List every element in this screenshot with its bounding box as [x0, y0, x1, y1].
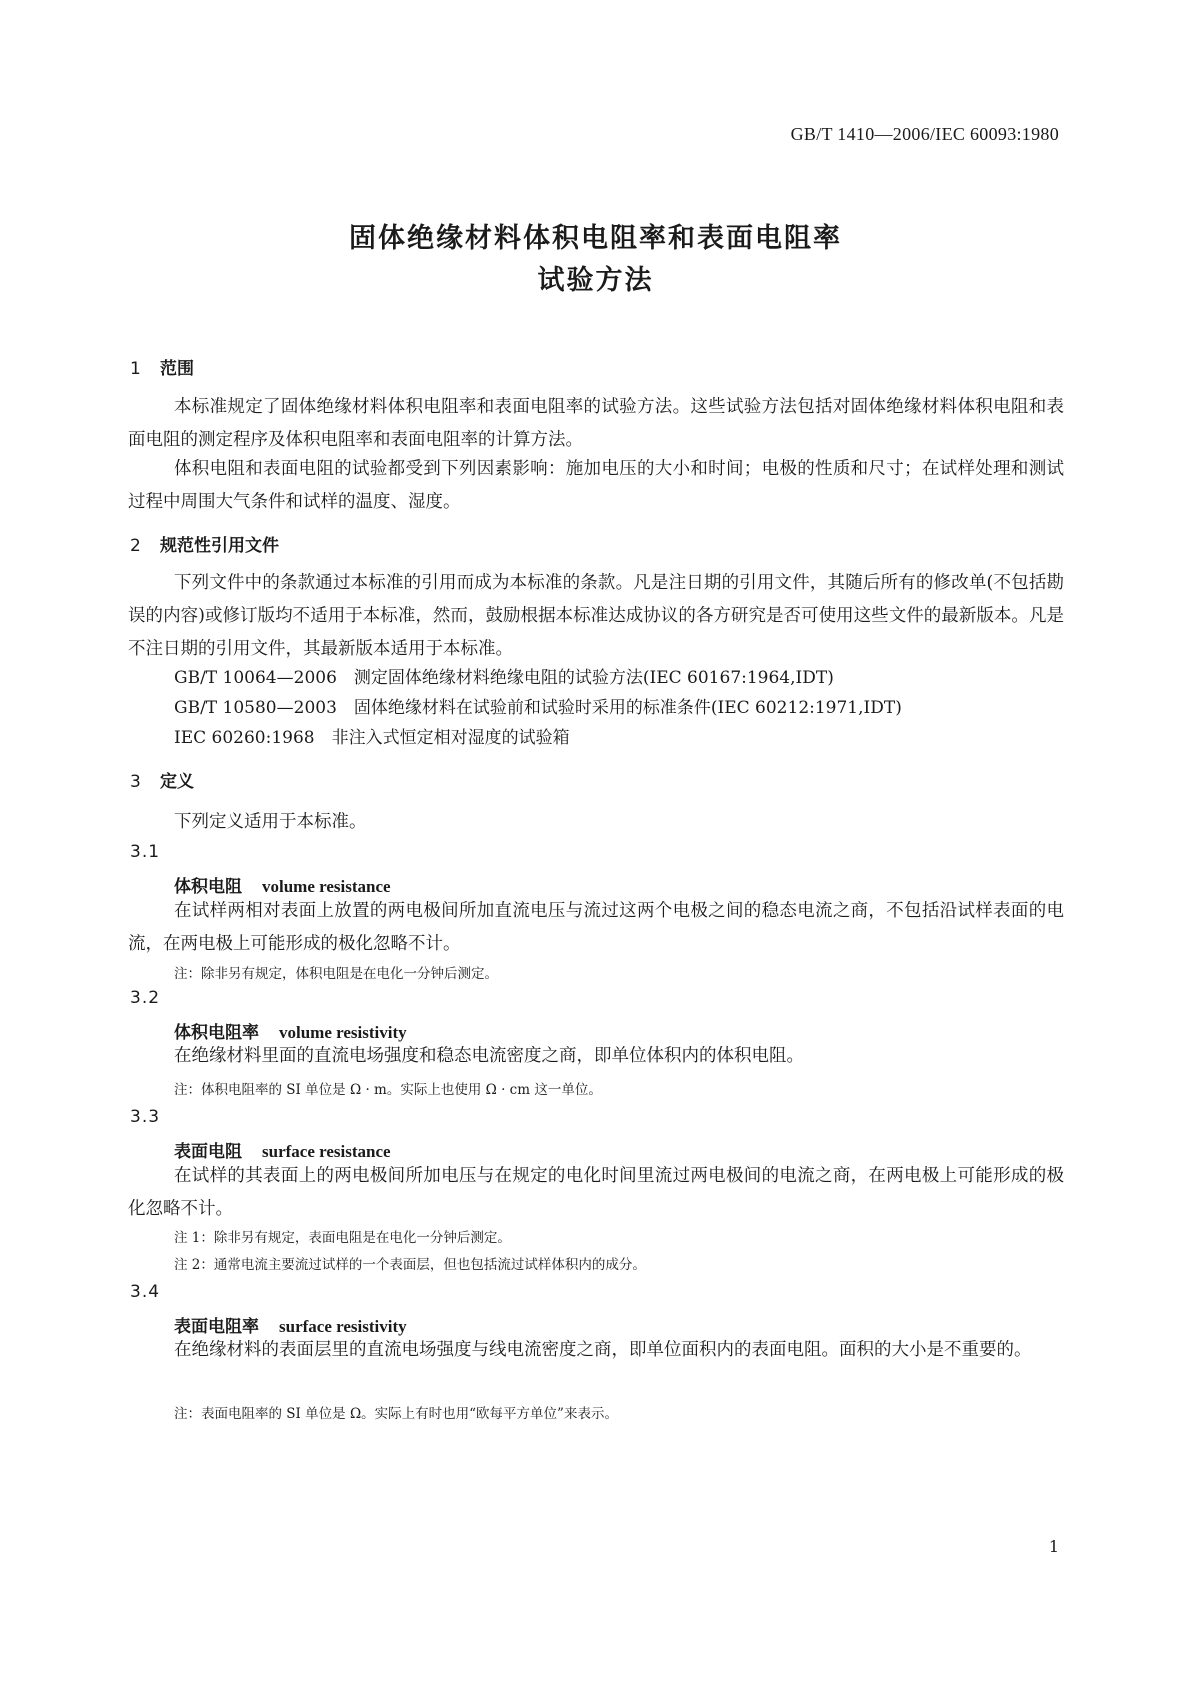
normative-reference-item: GB/T 10064—2006 测定固体绝缘材料绝缘电阻的试验方法(IEC 60167:1964,IDT) — [174, 668, 834, 688]
section-number: 3 — [130, 772, 141, 792]
section-2-heading — [130, 531, 279, 556]
section-2-paragraph-1: 下列文件中的条款通过本标准的引用而成为本标准的条款。凡是注日期的引用文件，其随后所有的修改单(不包括勘误的内容)或修订版均不适用于本标准，然而，鼓励根据本标准达成协议的各方研究是否可使用这些文件的最新版本。凡是不注日期的引用文件，其最新版本适用于本标准。 — [128, 573, 1064, 659]
definition-number: 3.1 — [130, 842, 161, 862]
term-chinese: 体积电阻率 — [174, 1023, 259, 1043]
definition-text: 在绝缘材料的表面层里的直流电场强度与线电流密度之商，即单位面积内的表面电阻。面积的大小是不重要的。 — [174, 1340, 1032, 1360]
term-chinese: 体积电阻 — [174, 877, 242, 897]
standard-code-header: GB/T 1410—2006/IEC 60093:1980 — [790, 124, 1059, 144]
term-english: volume resistance — [262, 877, 391, 896]
definition-number: 3.4 — [130, 1282, 161, 1302]
section-1-paragraph-1: 本标准规定了固体绝缘材料体积电阻率和表面电阻率的试验方法。这些试验方法包括对固体绝缘材料体积电阻和表面电阻的测定程序及体积电阻率和表面电阻率的计算方法。 — [128, 397, 1064, 450]
term-english: volume resistivity — [279, 1023, 407, 1042]
definition-note: 注 1：除非另有规定，表面电阻是在电化一分钟后测定。 — [174, 1230, 511, 1246]
definition-text: 在绝缘材料里面的直流电场强度和稳态电流密度之商，即单位体积内的体积电阻。 — [174, 1046, 804, 1066]
document-title-line2: 试验方法 — [537, 265, 654, 296]
normative-reference-item: GB/T 10580—2003 固体绝缘材料在试验前和试验时采用的标准条件(IEC 60212:1971,IDT) — [174, 698, 902, 718]
definition-note: 注：体积电阻率的 SI 单位是 Ω · m。实际上也使用 Ω · cm 这一单位。 — [174, 1082, 602, 1098]
section-number: 1 — [130, 359, 141, 379]
definition-term — [174, 872, 391, 897]
definition-text: 在试样的其表面上的两电极间所加电压与在规定的电化时间里流过两电极间的电流之商，在两电极上可能形成的极化忽略不计。 — [128, 1166, 1064, 1219]
definition-number: 3.3 — [130, 1107, 161, 1127]
normative-reference-item: IEC 60260:1968 非注入式恒定相对湿度的试验箱 — [174, 728, 570, 748]
document-title-line1: 固体绝缘材料体积电阻率和表面电阻率 — [349, 223, 842, 254]
page-number: 1 — [1048, 1537, 1059, 1556]
section-title: 规范性引用文件 — [160, 536, 279, 556]
section-3-heading — [130, 767, 194, 792]
definition-text: 在试样两相对表面上放置的两电极间所加直流电压与流过这两个电极之间的稳态电流之商，不包括沿试样表面的电流，在两电极上可能形成的极化忽略不计。 — [128, 901, 1064, 954]
section-1-paragraph-2: 体积电阻和表面电阻的试验都受到下列因素影响：施加电压的大小和时间；电极的性质和尺寸；在试样处理和测试过程中周围大气条件和试样的温度、湿度。 — [128, 459, 1064, 512]
definition-note: 注 2：通常电流主要流过试样的一个表面层，但也包括流过试样体积内的成分。 — [174, 1257, 646, 1273]
definition-note: 注：除非另有规定，体积电阻是在电化一分钟后测定。 — [174, 966, 498, 982]
section-1-heading — [130, 354, 194, 379]
definition-number: 3.2 — [130, 988, 161, 1008]
definition-note: 注：表面电阻率的 SI 单位是 Ω。实际上有时也用“欧每平方单位”来表示。 — [174, 1406, 618, 1422]
term-english: surface resistivity — [279, 1317, 407, 1336]
term-chinese: 表面电阻 — [174, 1142, 242, 1162]
term-chinese: 表面电阻率 — [174, 1317, 259, 1337]
section-3-intro: 下列定义适用于本标准。 — [174, 812, 367, 832]
section-number: 2 — [130, 536, 141, 556]
section-title: 定义 — [160, 772, 194, 792]
section-title: 范围 — [160, 359, 194, 379]
term-english: surface resistance — [262, 1142, 391, 1161]
definition-term — [174, 1137, 391, 1162]
